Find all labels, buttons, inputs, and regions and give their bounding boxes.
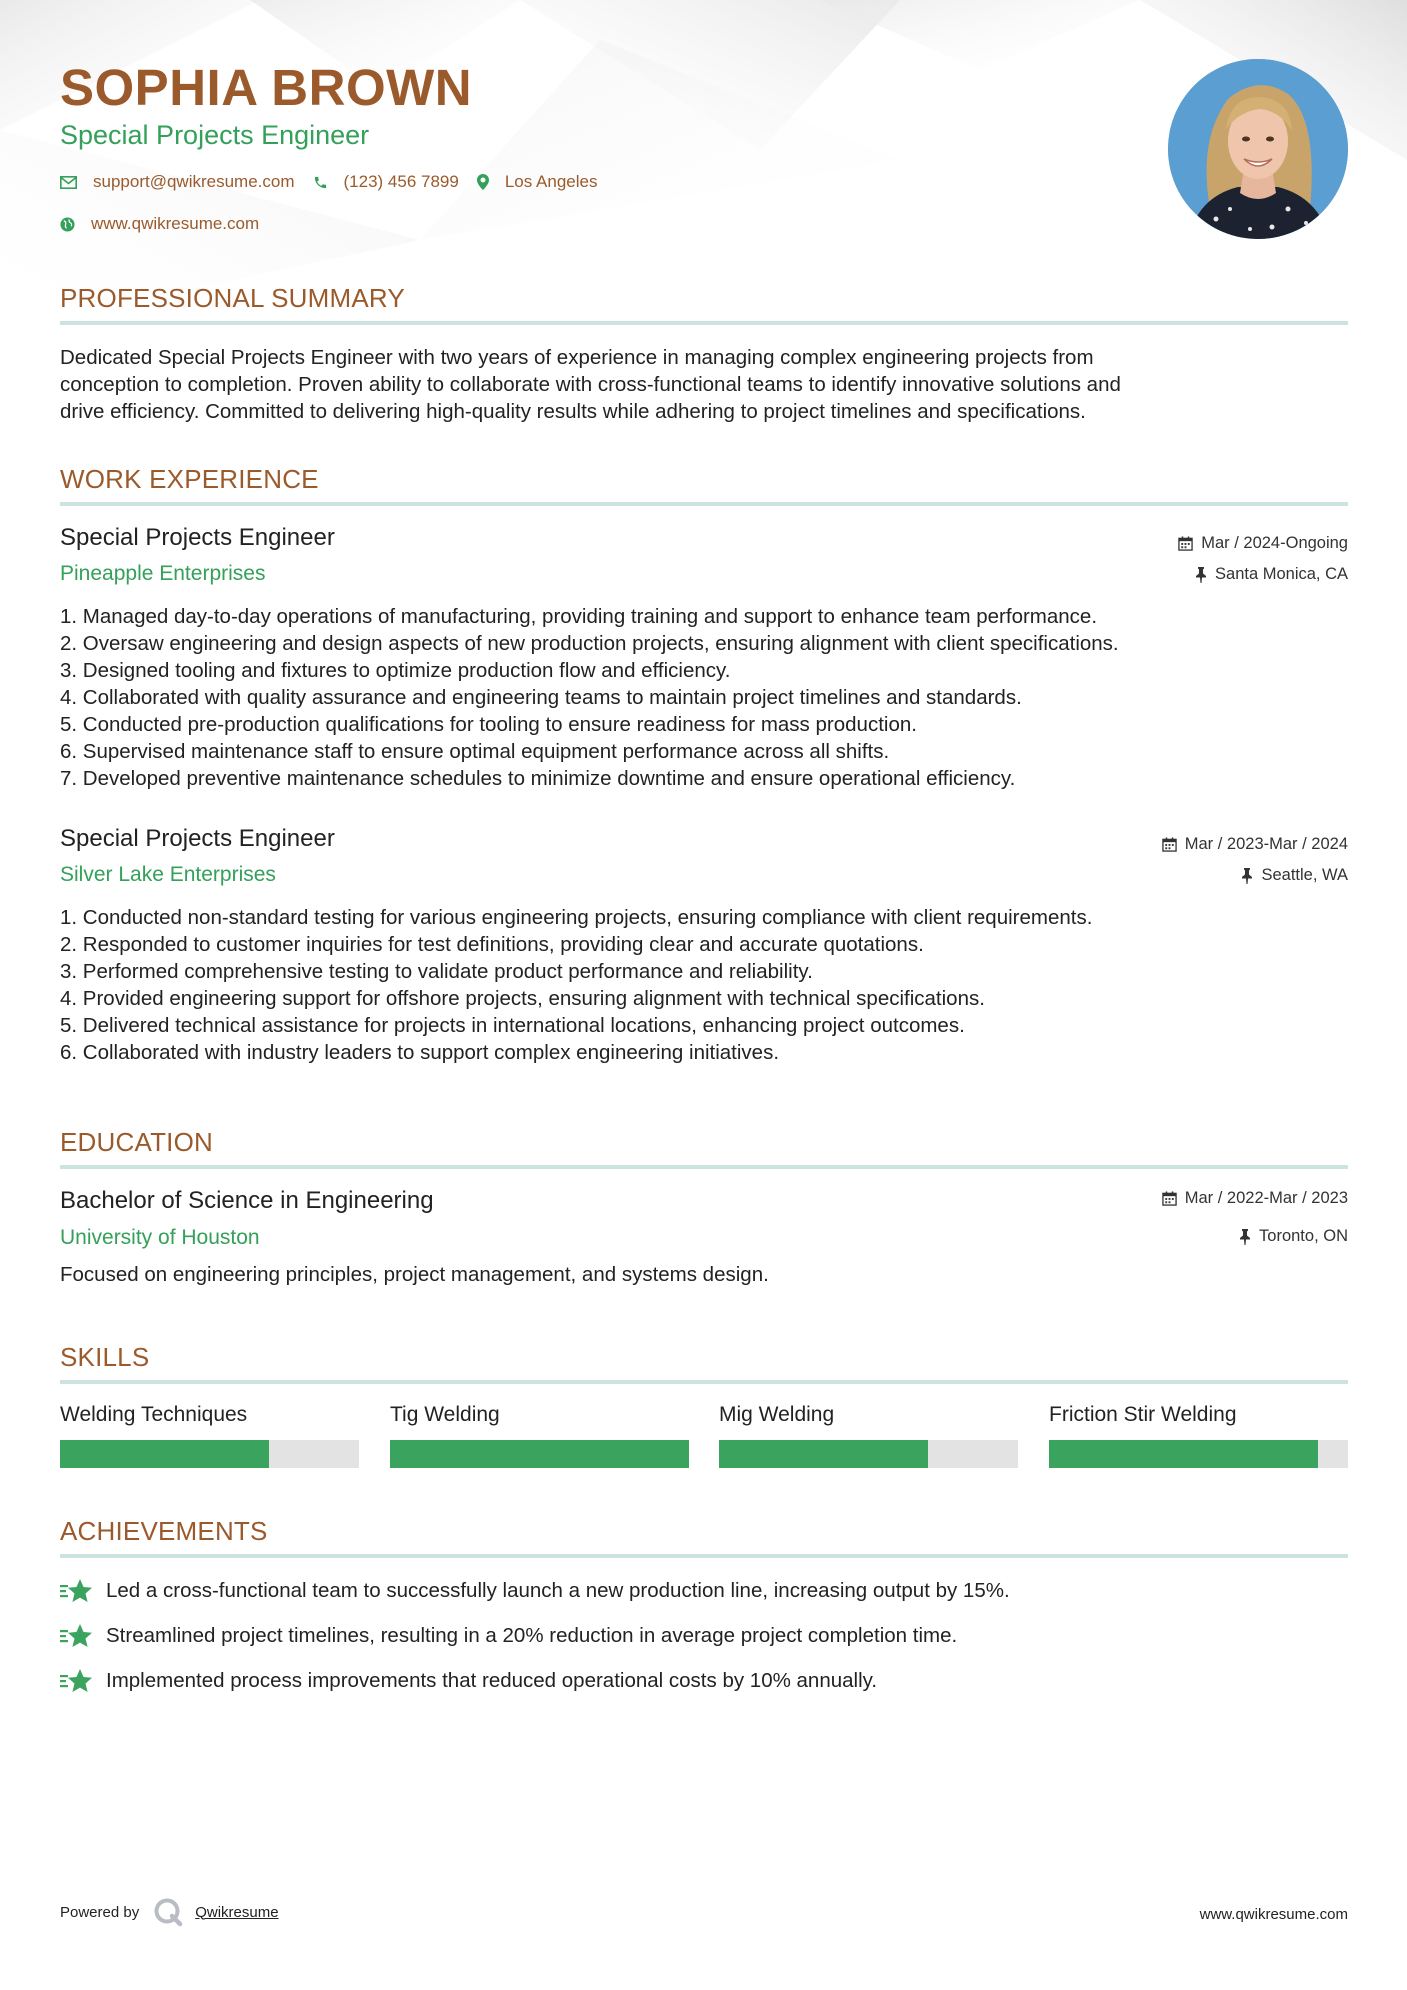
company-name: Pineapple Enterprises — [60, 562, 266, 585]
education-location — [1239, 1227, 1348, 1246]
school-name: University of Houston — [60, 1226, 260, 1249]
list-item: 4. Collaborated with quality assurance and engineering teams to maintain project timelines and standards. — [60, 686, 1022, 709]
list-item: 3. Performed comprehensive testing to validate product performance and reliability. — [60, 960, 813, 983]
job-dates — [1162, 835, 1348, 854]
list-item: 5. Conducted pre-production qualifications for tooling to ensure readiness for mass production. — [60, 713, 917, 736]
list-item: 2. Responded to customer inquiries for test definitions, providing clear and accurate quotations. — [60, 933, 924, 956]
pushpin-icon — [1195, 567, 1207, 583]
candidate-role: Special Projects Engineer — [60, 120, 370, 150]
list-item: 2. Oversaw engineering and design aspects of new production projects, ensuring alignment with client specifications. — [60, 632, 1119, 655]
job-bullets — [60, 904, 1348, 1066]
pushpin-icon — [1241, 868, 1253, 884]
star-award-icon — [60, 1577, 94, 1605]
skill-level-fill — [1049, 1440, 1318, 1468]
globe-icon — [60, 217, 75, 232]
job-title: Special Projects Engineer — [60, 825, 335, 852]
list-item: 4. Provided engineering support for offshore projects, ensuring alignment with technical specifications. — [60, 987, 985, 1010]
calendar-icon — [1162, 837, 1177, 852]
calendar-icon — [1162, 1191, 1177, 1206]
pushpin-icon — [1239, 1229, 1251, 1245]
skill-item — [390, 1403, 689, 1427]
skills-section-title: SKILLS — [60, 1342, 150, 1372]
skill-level-track — [390, 1440, 689, 1468]
achievement-item — [60, 1622, 957, 1650]
section-divider — [60, 321, 1348, 325]
summary-line: Dedicated Special Projects Engineer with two years of experience in managing complex engineering projects from — [60, 346, 1094, 369]
experience-section-title: WORK EXPERIENCE — [60, 464, 319, 494]
skill-level-track — [60, 1440, 359, 1468]
section-divider — [60, 1165, 1348, 1169]
job-dates-text: Mar / 2023-Mar / 2024 — [1184, 835, 1348, 853]
contact-location — [477, 172, 598, 192]
skill-label: Friction Stir Welding — [1049, 1403, 1237, 1426]
list-item: 7. Developed preventive maintenance schedules to minimize downtime and ensure operational efficiency. — [60, 767, 1016, 790]
candidate-name: SOPHIA BROWN — [60, 59, 473, 116]
list-item: 6. Supervised maintenance staff to ensure optimal equipment performance across all shifts. — [60, 740, 890, 763]
achievement-item — [60, 1577, 1010, 1605]
education-description: Focused on engineering principles, project management, and systems design. — [60, 1263, 769, 1286]
achievement-item — [60, 1667, 877, 1695]
job-title: Special Projects Engineer — [60, 524, 335, 551]
summary-text — [60, 344, 1348, 425]
education-section-title: EDUCATION — [60, 1127, 213, 1157]
education-dates-text: Mar / 2022-Mar / 2023 — [1184, 1189, 1348, 1207]
contact-email[interactable] — [60, 172, 295, 192]
skill-label: Mig Welding — [719, 1403, 835, 1426]
website-text: www.qwikresume.com — [91, 214, 260, 233]
section-divider — [60, 502, 1348, 506]
star-award-icon — [60, 1622, 94, 1650]
portrait-image — [1168, 59, 1348, 239]
list-item: 5. Delivered technical assistance for projects in international locations, enhancing project outcomes. — [60, 1014, 965, 1037]
envelope-icon — [60, 176, 77, 189]
job-location-text: Seattle, WA — [1261, 866, 1348, 884]
contact-phone[interactable] — [313, 172, 459, 192]
contact-website[interactable] — [60, 214, 259, 234]
skill-item — [719, 1403, 1018, 1427]
skill-level-fill — [390, 1440, 689, 1468]
list-item: 1. Conducted non-standard testing for various engineering projects, ensuring compliance with client requirements. — [60, 906, 1093, 929]
achievement-text: Streamlined project timelines, resulting in a 20% reduction in average project completion time. — [106, 1624, 958, 1647]
footer-powered-by — [60, 1897, 279, 1927]
company-name: Silver Lake Enterprises — [60, 863, 276, 886]
education-dates — [1162, 1189, 1348, 1208]
skill-label: Tig Welding — [390, 1403, 500, 1426]
achievement-text: Implemented process improvements that reduced operational costs by 10% annually. — [106, 1669, 878, 1692]
section-divider — [60, 1554, 1348, 1558]
powered-by-text: Powered by — [60, 1903, 140, 1921]
job-location-text: Santa Monica, CA — [1215, 565, 1348, 583]
skill-level-track — [1049, 1440, 1348, 1468]
contact-row-website — [60, 214, 277, 234]
skill-item — [60, 1403, 359, 1427]
degree-title: Bachelor of Science in Engineering — [60, 1187, 434, 1214]
job-dates-text: Mar / 2024-Ongoing — [1201, 534, 1348, 552]
skill-level-track — [719, 1440, 1018, 1468]
star-award-icon — [60, 1667, 94, 1695]
profile-photo — [1168, 59, 1348, 239]
skill-item — [1049, 1403, 1348, 1427]
phone-text: (123) 456 7899 — [343, 172, 459, 191]
list-item: 1. Managed day-to-day operations of manufacturing, providing training and support to enhance team performance. — [60, 605, 1098, 628]
achievements-section-title: ACHIEVEMENTS — [60, 1516, 268, 1546]
location-text: Los Angeles — [504, 172, 598, 191]
skill-level-fill — [60, 1440, 269, 1468]
qwikresume-link[interactable]: Qwikresume — [195, 1903, 279, 1921]
phone-icon — [313, 175, 328, 190]
job-bullets — [60, 603, 1348, 792]
summary-section-title: PROFESSIONAL SUMMARY — [60, 283, 405, 313]
qwikresume-logo-icon — [153, 1897, 183, 1927]
footer-website[interactable]: www.qwikresume.com — [1199, 1906, 1348, 1923]
section-divider — [60, 1380, 1348, 1384]
email-text: support@qwikresume.com — [93, 172, 295, 191]
list-item: 6. Collaborated with industry leaders to support complex engineering initiatives. — [60, 1041, 780, 1064]
job-location — [1241, 866, 1348, 885]
summary-line: conception to completion. Proven ability to collaborate with cross-functional teams to identify innovative solutions and — [60, 373, 1121, 396]
achievement-text: Led a cross-functional team to successfully launch a new production line, increasing output by 15%. — [106, 1579, 1010, 1602]
skill-level-fill — [719, 1440, 928, 1468]
resume-page — [60, 0, 1348, 1990]
job-location — [1195, 565, 1348, 584]
map-marker-icon — [477, 174, 489, 190]
job-dates — [1178, 534, 1348, 553]
list-item: 3. Designed tooling and fixtures to optimize production flow and efficiency. — [60, 659, 731, 682]
education-location-text: Toronto, ON — [1259, 1227, 1348, 1245]
summary-line: drive efficiency. Committed to delivering high-quality results while adhering to project timelines and specifications. — [60, 400, 1086, 423]
calendar-icon — [1178, 536, 1193, 551]
contact-row — [60, 172, 615, 192]
skill-label: Welding Techniques — [60, 1403, 248, 1426]
